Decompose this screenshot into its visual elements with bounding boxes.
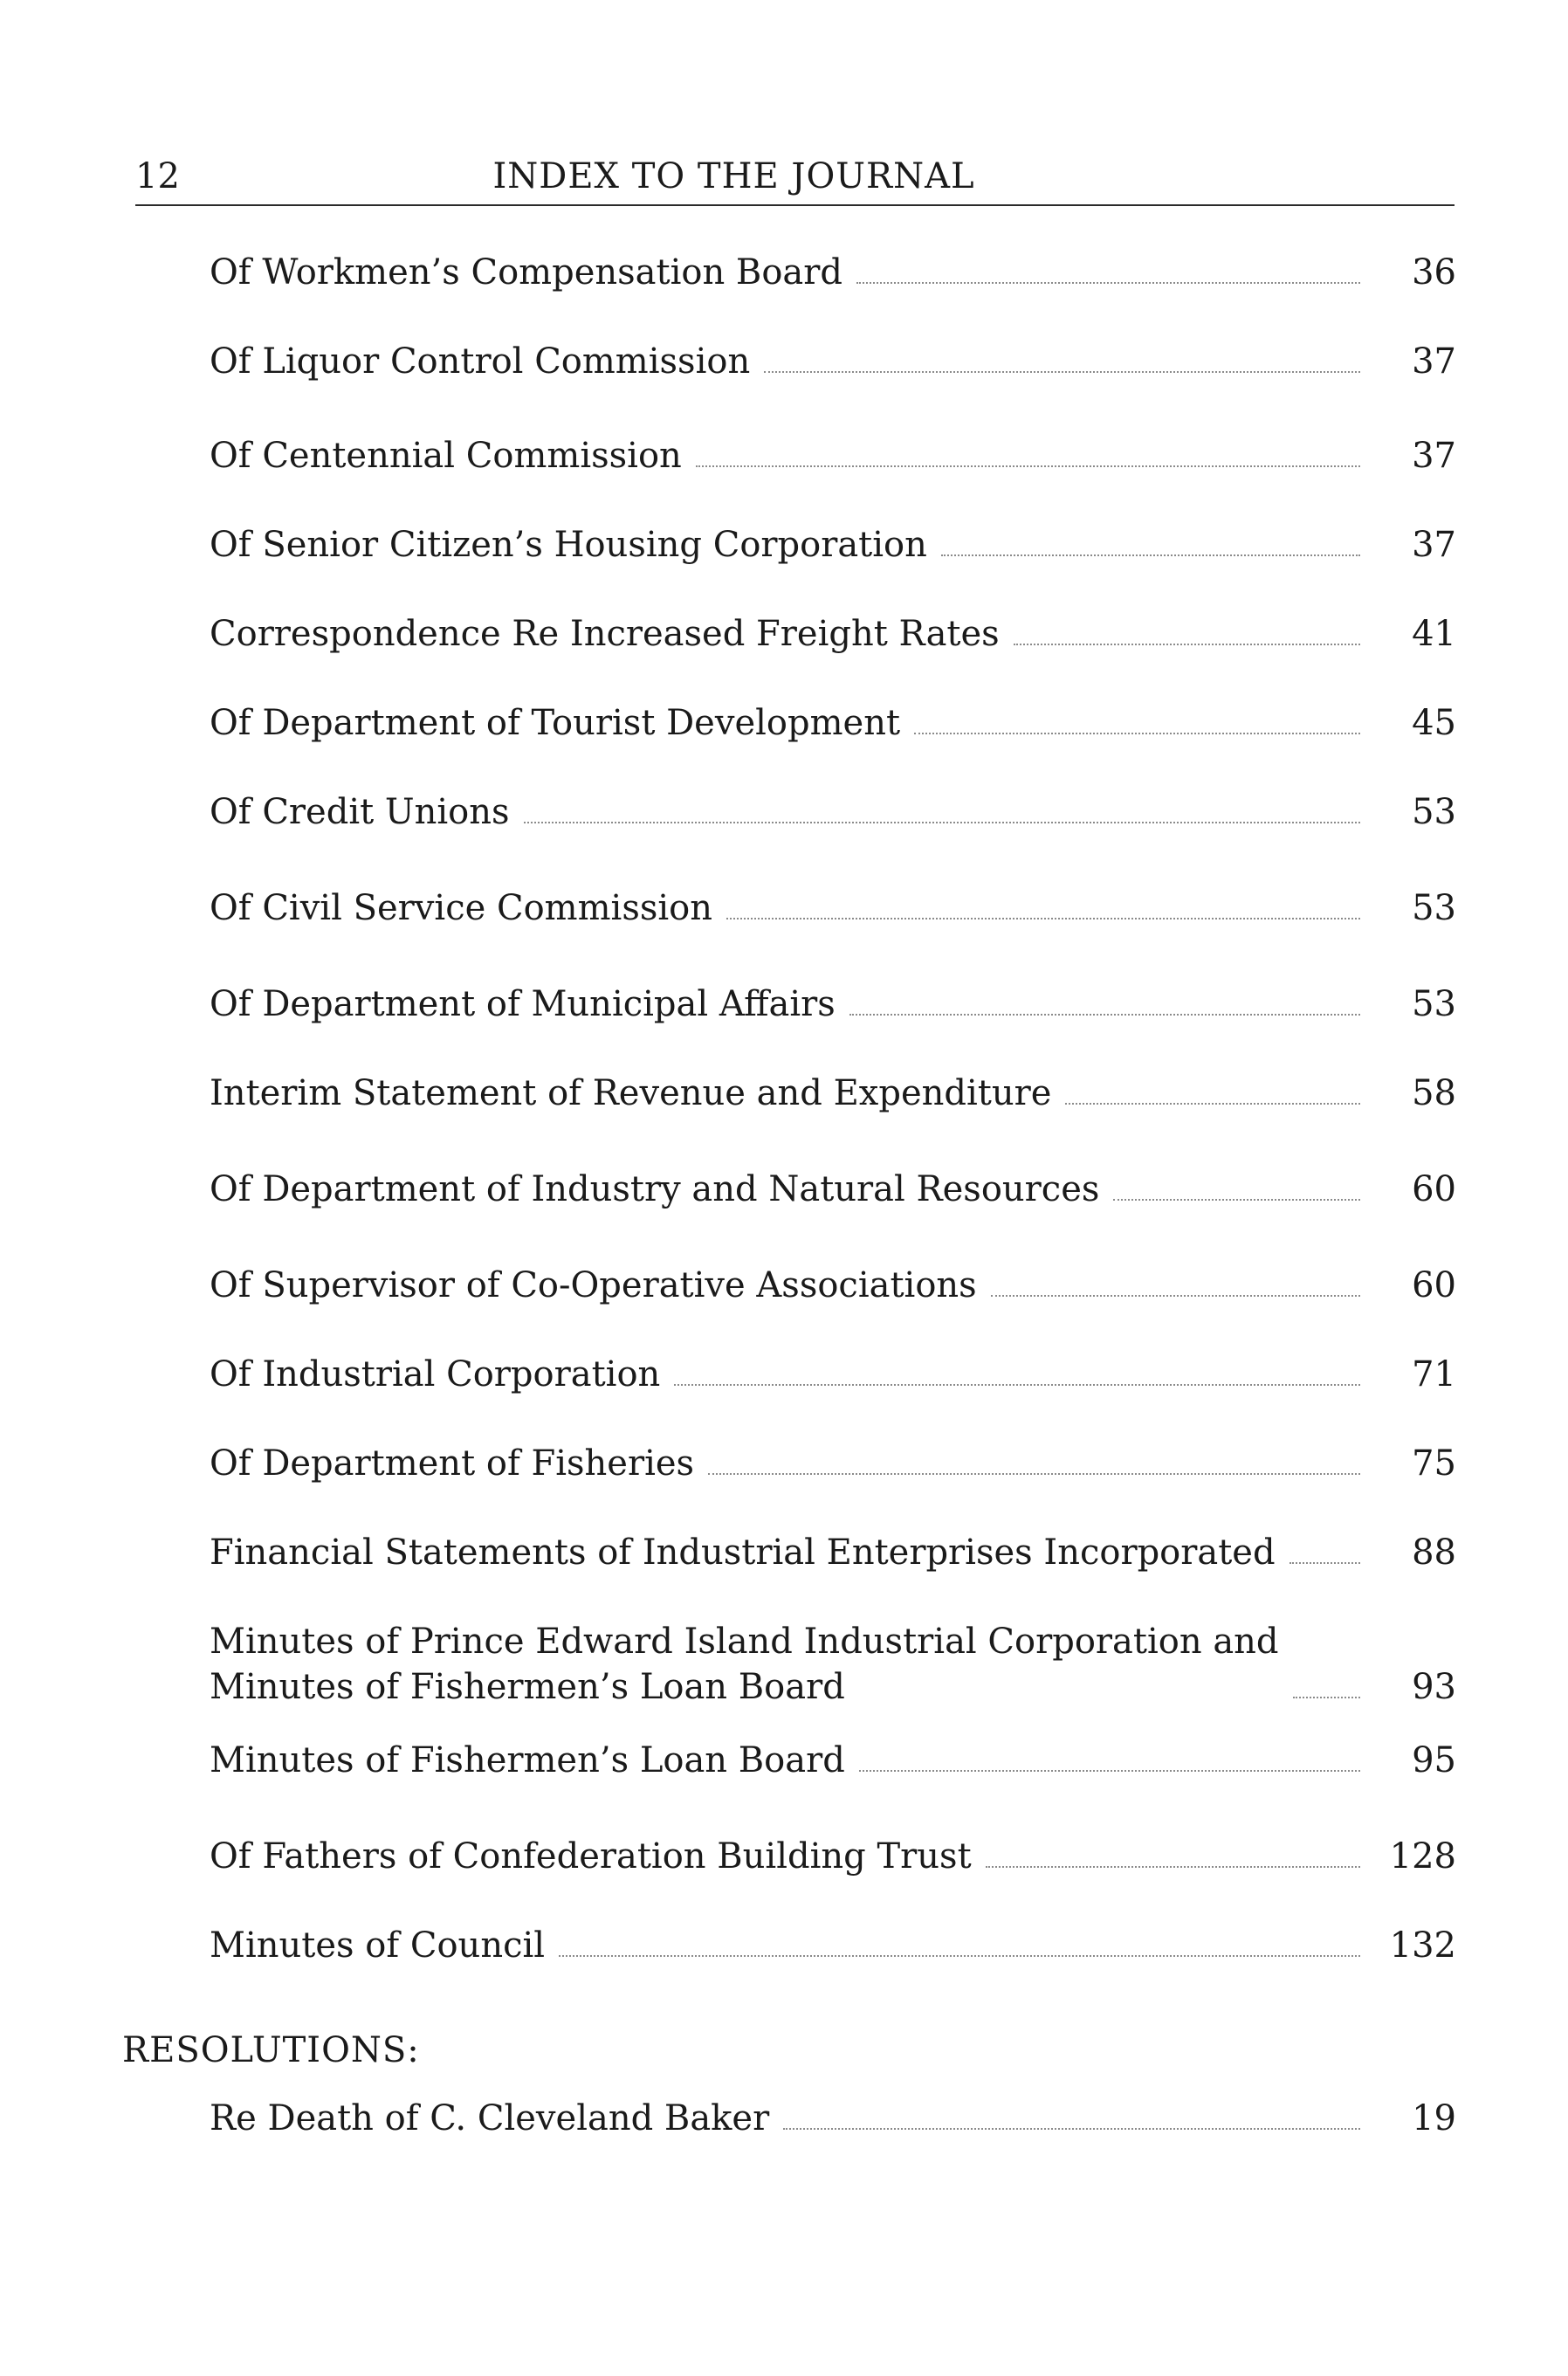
index-entry (210, 885, 1456, 931)
entry-title: Of Liquor Control Commission (210, 341, 751, 382)
dot-leader (764, 371, 1360, 373)
entry-page: 128 (1389, 1836, 1456, 1877)
dot-leader (856, 282, 1360, 284)
entry-page: 75 (1412, 1443, 1456, 1484)
entry-title: Minutes of Prince Edward Island Industrial Corporation and Minutes of Fishermen’s Loan Board (210, 1622, 1279, 1707)
index-entry (210, 700, 1456, 746)
entry-page: 37 (1412, 436, 1456, 476)
page-number: 12 (135, 156, 180, 196)
index-entry (210, 611, 1456, 657)
dot-leader (914, 733, 1360, 734)
dot-leader (1289, 1562, 1360, 1564)
dot-leader (696, 465, 1360, 467)
index-entry (210, 1530, 1456, 1575)
index-entry (210, 1619, 1456, 1710)
entry-title: Of Senior Citizen’s Housing Corporation (210, 525, 927, 565)
dot-leader (1065, 1103, 1360, 1105)
running-head (135, 148, 1455, 206)
entry-title: Of Workmen’s Compensation Board (210, 252, 842, 293)
page-title: INDEX TO THE JOURNAL (492, 156, 975, 196)
entry-title: Of Department of Tourist Development (210, 703, 901, 743)
dot-leader (708, 1473, 1360, 1475)
dot-leader (849, 1014, 1360, 1016)
entry-page: 58 (1412, 1073, 1456, 1113)
dot-leader (524, 822, 1360, 823)
dot-leader (941, 554, 1360, 556)
entry-page: 95 (1412, 1740, 1456, 1780)
dot-leader (859, 1770, 1360, 1772)
entry-page: 45 (1412, 703, 1456, 743)
index-entry (210, 1834, 1456, 1879)
entry-title: Of Credit Unions (210, 792, 510, 832)
dot-leader (674, 1384, 1360, 1386)
dot-leader (986, 1866, 1360, 1868)
index-entry (210, 339, 1456, 384)
dot-leader (1293, 1697, 1360, 1698)
dot-leader (559, 1955, 1360, 1957)
entry-title: Of Department of Municipal Affairs (210, 984, 836, 1024)
entry-page: 88 (1412, 1532, 1456, 1573)
entry-page: 60 (1412, 1265, 1456, 1305)
entry-page: 37 (1412, 341, 1456, 382)
entry-title: Of Industrial Corporation (210, 1354, 661, 1395)
index-entry (210, 1738, 1456, 1783)
entry-title: Minutes of Fishermen’s Loan Board (210, 1740, 845, 1780)
entry-page: 37 (1412, 525, 1456, 565)
index-entry (210, 1441, 1456, 1486)
index-entry (210, 1263, 1456, 1308)
entry-title: Minutes of Council (210, 1925, 546, 1966)
entry-title: Of Department of Fisheries (210, 1443, 695, 1484)
index-entry (210, 789, 1456, 835)
entry-title: Interim Statement of Revenue and Expenditure (210, 1073, 1052, 1113)
entry-title: Of Supervisor of Co-Operative Associations (210, 1265, 977, 1305)
entry-page: 41 (1412, 614, 1456, 654)
entry-title: Of Fathers of Confederation Building Trust (210, 1836, 972, 1877)
entry-title: Of Department of Industry and Natural Resources (210, 1169, 1100, 1209)
index-entry (210, 981, 1456, 1027)
index-entry (210, 1923, 1456, 1968)
entry-page: 19 (1412, 2098, 1456, 2138)
entry-title: Re Death of C. Cleveland Baker (210, 2098, 770, 2138)
index-entry (210, 2096, 1456, 2141)
entry-title: Correspondence Re Increased Freight Rates (210, 614, 1000, 654)
index-entry (210, 1071, 1456, 1116)
dot-leader (726, 918, 1360, 919)
entry-page: 93 (1412, 1667, 1456, 1707)
entry-page: 53 (1412, 984, 1456, 1024)
dot-leader (1014, 644, 1360, 645)
index-entry (210, 1167, 1456, 1212)
dot-leader (991, 1295, 1360, 1297)
index-entry (210, 1352, 1456, 1397)
index-entry (210, 522, 1456, 568)
entry-page: 36 (1412, 252, 1456, 293)
resolutions-heading: RESOLUTIONS: (122, 2030, 420, 2070)
entry-page: 71 (1412, 1354, 1456, 1395)
dot-leader (783, 2128, 1360, 2130)
entry-page: 53 (1412, 888, 1456, 928)
entry-title: Of Centennial Commission (210, 436, 682, 476)
index-entry (210, 433, 1456, 479)
entry-page: 60 (1412, 1169, 1456, 1209)
entry-page: 53 (1412, 792, 1456, 832)
dot-leader (1113, 1199, 1360, 1201)
entry-page: 132 (1389, 1925, 1456, 1966)
entry-title: Financial Statements of Industrial Enterprises Incorporated (210, 1532, 1276, 1573)
entry-title: Of Civil Service Commission (210, 888, 713, 928)
index-entry (210, 250, 1456, 295)
